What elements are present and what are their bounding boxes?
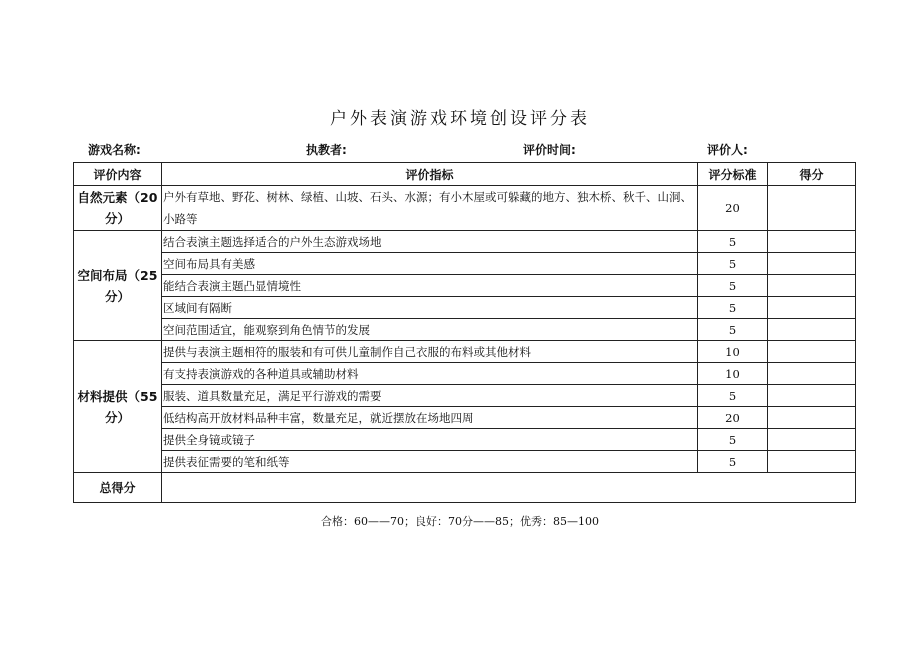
points-cell: 5 — [698, 385, 768, 407]
criterion-cell: 有支持表演游戏的各种道具或辅助材料 — [162, 363, 698, 385]
points-cell: 5 — [698, 297, 768, 319]
criterion-cell: 结合表演主题选择适合的户外生态游戏场地 — [162, 231, 698, 253]
points-cell: 20 — [698, 186, 768, 231]
score-cell[interactable] — [768, 231, 856, 253]
criterion-cell: 空间范围适宜，能观察到角色情节的发展 — [162, 319, 698, 341]
category-cell: 空间布局（25分） — [74, 231, 162, 341]
score-table — [73, 162, 856, 503]
points-cell: 5 — [698, 451, 768, 473]
table-row — [74, 451, 856, 473]
table-row — [74, 275, 856, 297]
score-cell[interactable] — [768, 186, 856, 231]
category-cell: 材料提供（55分） — [74, 341, 162, 473]
criterion-cell: 空间布局具有美感 — [162, 253, 698, 275]
points-cell: 10 — [698, 341, 768, 363]
table-row — [74, 341, 856, 363]
criterion-cell: 提供全身镜或镜子 — [162, 429, 698, 451]
eval-time-label: 评价时间: — [523, 143, 576, 157]
table-row — [74, 253, 856, 275]
points-cell: 5 — [698, 231, 768, 253]
page-title: 户外表演游戏环境创设评分表 — [330, 109, 590, 129]
score-cell[interactable] — [768, 385, 856, 407]
criterion-cell: 能结合表演主题凸显情境性 — [162, 275, 698, 297]
criterion-cell: 提供表征需要的笔和纸等 — [162, 451, 698, 473]
score-cell[interactable] — [768, 297, 856, 319]
table-row — [74, 319, 856, 341]
table-row — [74, 407, 856, 429]
score-cell[interactable] — [768, 341, 856, 363]
score-cell[interactable] — [768, 363, 856, 385]
evaluator-label: 评价人: — [707, 143, 748, 157]
table-row — [74, 429, 856, 451]
criterion-cell: 服装、道具数量充足，满足平行游戏的需要 — [162, 385, 698, 407]
score-cell[interactable] — [768, 429, 856, 451]
criterion-cell: 户外有草地、野花、树林、绿植、山坡、石头、水源；有小木屋或可躲藏的地方、独木桥、秋千、山洞、小路等 — [162, 186, 698, 231]
header-content: 评价内容 — [74, 163, 162, 186]
category-cell: 自然元素（20分） — [74, 186, 162, 231]
table-row — [74, 363, 856, 385]
points-cell: 5 — [698, 429, 768, 451]
points-cell: 5 — [698, 275, 768, 297]
header-standard: 评分标准 — [698, 163, 768, 186]
points-cell: 5 — [698, 253, 768, 275]
grading-scale-note: 合格：60——70；良好：70分——85；优秀：85—100 — [321, 515, 599, 528]
criterion-cell: 提供与表演主题相符的服装和有可供儿童制作自己衣服的布料或其他材料 — [162, 341, 698, 363]
table-row — [74, 385, 856, 407]
score-cell[interactable] — [768, 319, 856, 341]
total-label: 总得分 — [74, 473, 162, 503]
teacher-label: 执教者: — [306, 143, 347, 157]
header-row — [74, 163, 856, 186]
header-score: 得分 — [768, 163, 856, 186]
criterion-cell: 区域间有隔断 — [162, 297, 698, 319]
total-score-cell[interactable] — [162, 473, 856, 503]
table-row — [74, 231, 856, 253]
points-cell: 20 — [698, 407, 768, 429]
table-row — [74, 297, 856, 319]
game-name-label: 游戏名称: — [88, 143, 141, 157]
points-cell: 10 — [698, 363, 768, 385]
criterion-cell: 低结构高开放材料品种丰富，数量充足，就近摆放在场地四周 — [162, 407, 698, 429]
score-cell[interactable] — [768, 275, 856, 297]
points-cell: 5 — [698, 319, 768, 341]
score-cell[interactable] — [768, 407, 856, 429]
header-indicator: 评价指标 — [162, 163, 698, 186]
table-row — [74, 186, 856, 231]
total-row — [74, 473, 856, 503]
score-cell[interactable] — [768, 253, 856, 275]
score-cell[interactable] — [768, 451, 856, 473]
